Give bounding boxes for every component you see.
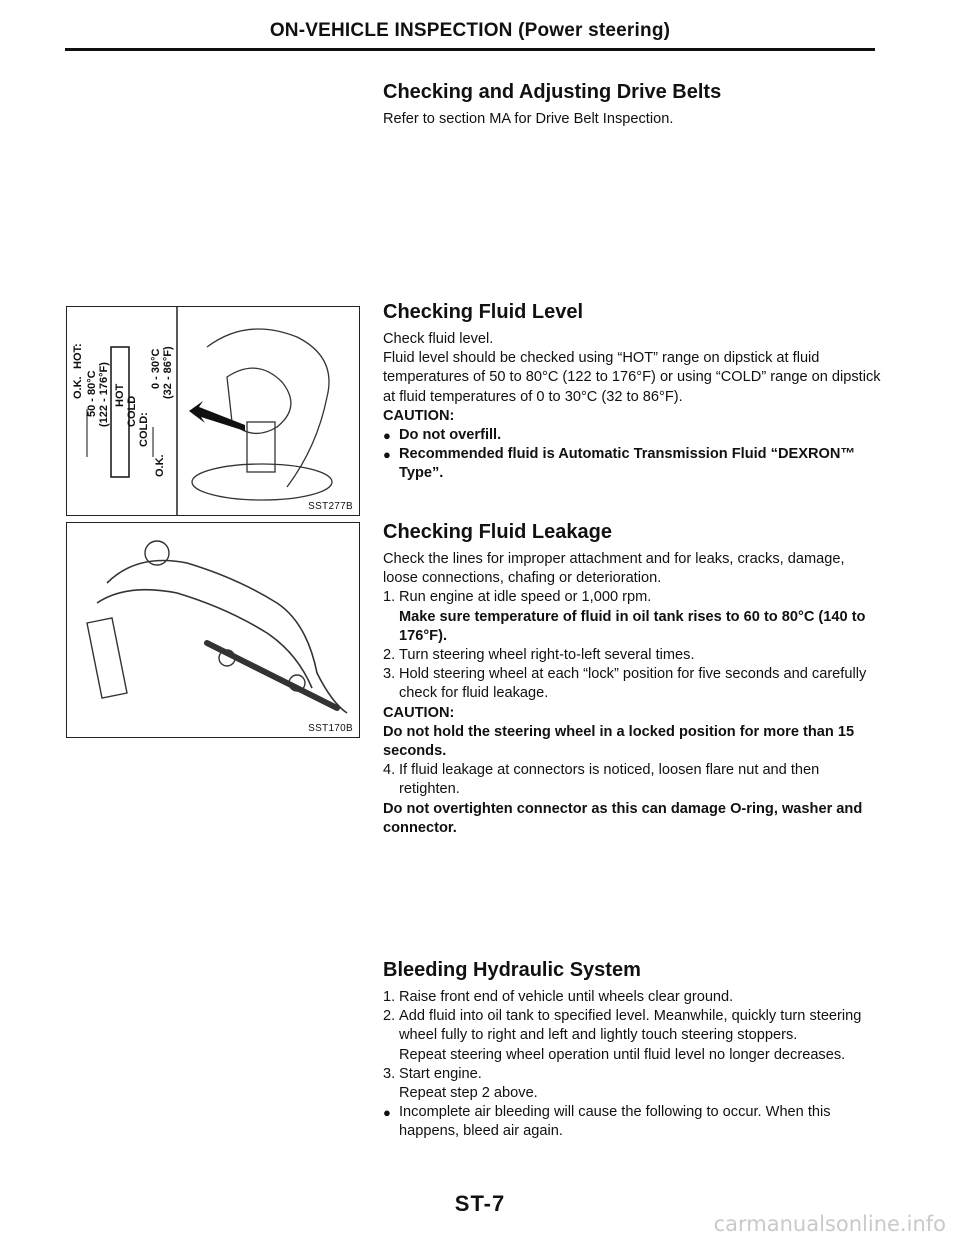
bullet-text: Incomplete air bleeding will cause the following to occur. When this happens, bleed air again. [399, 1104, 831, 1140]
step-text: Turn steering wheel right-to-left several times. [399, 647, 695, 664]
step-number: 3. [383, 666, 396, 683]
caution-label: CAUTION: [383, 704, 455, 721]
step-text: If fluid leakage at connectors is noticed, loosen flare nut and then retighten. [399, 762, 820, 798]
step-text: Add fluid into oil tank to specified level. Meanwhile, quickly turn steering wheel fully to right and left and lightly touch steering stoppers. [399, 1008, 862, 1044]
hot-range-f-text: (122 - 176°F) [98, 362, 110, 427]
hot-label-text: HOT: [72, 343, 84, 369]
step-text: Repeat step 2 above. [399, 1085, 538, 1102]
step-text: Hold steering wheel at each “lock” position for five seconds and carefully check for fluid leakage. [399, 666, 867, 702]
dipstick-illustration [67, 307, 359, 515]
caution-text: Do not hold the steering wheel in a locked position for more than 15 seconds. [383, 723, 855, 760]
dip-hot-text: HOT [114, 383, 126, 407]
page-header: ON-VEHICLE INSPECTION (Power steering) [269, 20, 671, 41]
numbered-step [383, 988, 883, 1007]
header-rule [65, 48, 875, 51]
cold-range-text: 0 - 30°C [150, 348, 162, 389]
fluid-leakage-intro: Check the lines for improper attachment and for leaks, cracks, damage, loose connections, chafing or deterioration. [383, 551, 845, 587]
figure-dipstick [66, 306, 360, 516]
bullet-item [383, 1103, 883, 1141]
figure-steering-lines [66, 522, 360, 738]
caution-label: CAUTION: [383, 407, 455, 424]
numbered-step [383, 761, 883, 799]
bullet-icon: ● [383, 428, 391, 444]
bullet-text: Recommended fluid is Automatic Transmission Fluid “DEXRON™ Type”. [399, 446, 855, 482]
hand-outline [207, 329, 329, 487]
bullet-icon: ● [383, 447, 391, 463]
steering-lines-illustration [67, 523, 359, 737]
step-number: 4. [383, 762, 396, 779]
step-note: Make sure temperature of fluid in oil tank rises to 60 to 80°C (140 to 176°F). [399, 608, 866, 644]
cold-ok-text: O.K. [154, 454, 166, 477]
figure-label: SST277B [308, 501, 353, 512]
numbered-step [383, 646, 883, 665]
bracket-shape [87, 618, 127, 698]
numbered-step [383, 588, 883, 646]
drive-belts-body: Refer to section MA for Drive Belt Inspection. [383, 111, 674, 127]
step-number: 1. [383, 589, 396, 606]
section-title-fluid-leakage: Checking Fluid Leakage [383, 521, 612, 543]
final-warning: Do not overtighten connector as this can damage O-ring, washer and connector. [383, 800, 863, 836]
numbered-step [383, 1007, 883, 1065]
step-text: Start engine. [399, 1065, 482, 1082]
tank-body [192, 464, 332, 500]
step-number: 2. [383, 647, 396, 664]
watermark: carmanualsonline.info [713, 1212, 946, 1236]
bullet-item [383, 445, 883, 483]
step-number: 3. [383, 1065, 396, 1082]
step-text: Run engine at idle speed or 1,000 rpm. [399, 589, 652, 606]
page-number: ST-7 [454, 1191, 506, 1216]
hose-line [107, 561, 347, 714]
bullet-icon: ● [383, 1105, 391, 1121]
section-title-drive-belts: Checking and Adjusting Drive Belts [383, 81, 722, 103]
fluid-level-line2: Fluid level should be checked using “HOT” range on dipstick at fluid temperatures of 50 to 80°C (122 to 176°F) or using “COLD” range on dipstick at fluid temperatures of 0 to 30°C (32 to 86°F). [383, 350, 881, 405]
bullet-text: Do not overfill. [399, 427, 502, 444]
step-number: 2. [383, 1008, 396, 1025]
hot-range-text: 50 - 80°C [86, 370, 98, 417]
bullet-item [383, 426, 883, 445]
step-text: Raise front end of vehicle until wheels clear ground. [399, 989, 734, 1005]
section-drive-belts [383, 80, 883, 129]
fluid-level-line1: Check fluid level. [383, 331, 494, 347]
arrow-icon [189, 401, 245, 431]
numbered-step [383, 1065, 883, 1103]
section-bleeding [383, 958, 883, 1142]
dip-cold-text: COLD [126, 395, 138, 427]
hot-ok-text: O.K. [72, 376, 84, 399]
figure-label: SST170B [308, 723, 353, 734]
numbered-step [383, 665, 883, 703]
section-fluid-leakage [383, 520, 883, 838]
section-title-bleeding: Bleeding Hydraulic System [383, 959, 641, 981]
step-number: 1. [383, 989, 396, 1005]
section-fluid-level [383, 300, 883, 484]
cold-range-f-text: (32 - 86°F) [162, 346, 174, 399]
cold-label-text: COLD: [138, 412, 150, 447]
step-text: Repeat steering wheel operation until fluid level no longer decreases. [399, 1046, 846, 1063]
section-title-fluid-level: Checking Fluid Level [383, 301, 584, 323]
